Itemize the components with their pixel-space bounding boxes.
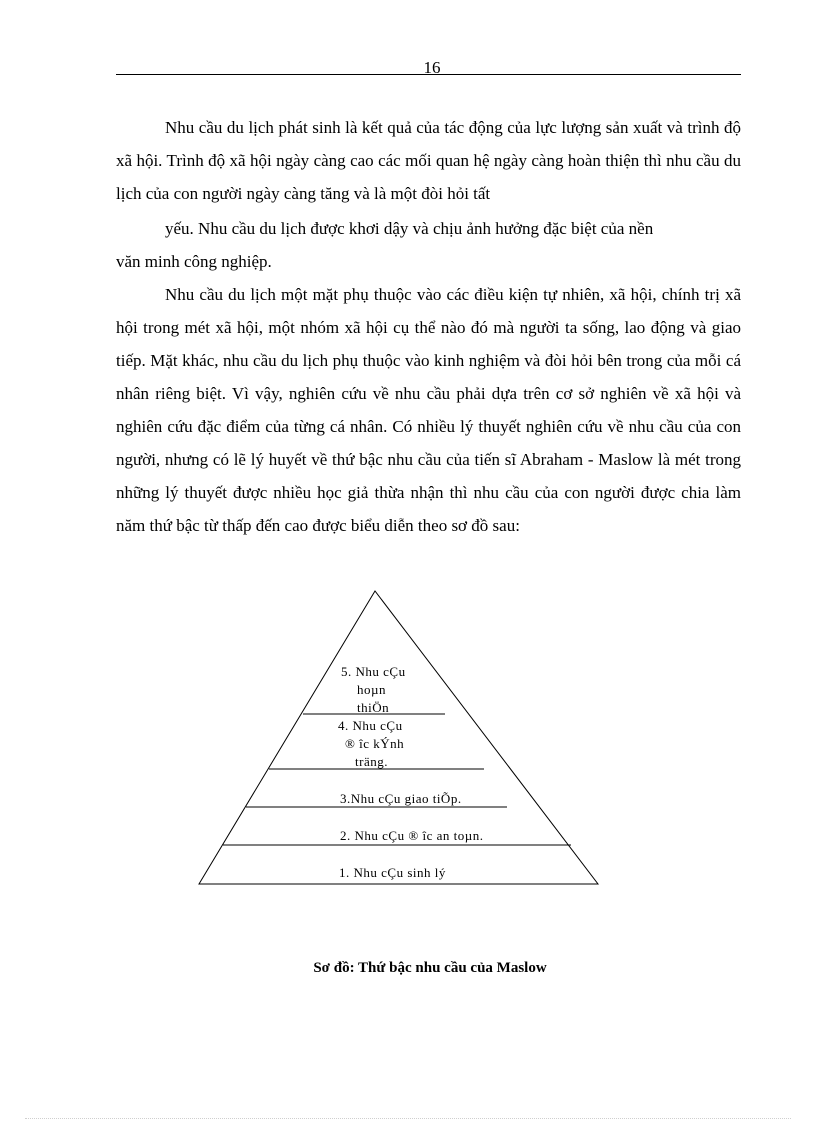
level4-line1: 4. Nhu cÇu <box>338 718 403 733</box>
level4-line2: ® îc kÝnh <box>345 736 405 751</box>
paragraph-3: Nhu cầu du lịch một mặt phụ thuộc vào các điều kiện tự nhiên, xã hội, chính trị xã hội trong mét xã hội, một nhóm xã hội cụ thể nào đó mà người ta sống, lao động và giao tiếp. Mặt khác, nhu cầu du lịch phụ thuộc vào kinh nghiệm và đòi hỏi bên trong của mỗi cá nhân riêng biệt. Vì vậy, nghiên cứu về nhu cầu phải dựa trên cơ sở nghiên về xã hội và nghiên cứu đặc điểm của từng cá nhân. Có nhiều lý thuyết nghiên cứu về nhu cầu của con người, nhưng có lẽ lý huyết về thứ bậc nhu cầu của tiến sĩ Abraham - Maslow là mét trong những lý thuyết được nhiều học giả thừa nhận thì nhu cầu của con người được chia làm năm thứ bậc từ thấp đến cao được biểu diễn theo sơ đồ sau: <box>116 285 741 535</box>
level4-line3: träng. <box>355 754 388 769</box>
page-bottom-border <box>25 1118 791 1119</box>
level2-label: 2. Nhu cÇu ® îc an toµn. <box>340 828 484 843</box>
level3-label: 3.Nhu cÇu giao tiÕp. <box>340 791 462 806</box>
level5-line2: hoµn <box>357 682 386 697</box>
level5-line1: 5. Nhu cÇu <box>341 664 406 679</box>
paragraph-2-line-1: yếu. Nhu cầu du lịch được khơi dậy và chịu ảnh hưởng đặc biệt của nền <box>165 219 654 238</box>
diagram-caption: Sơ đồ: Thứ bậc nhu cầu của Maslow <box>313 960 547 976</box>
level5-line3: thiÖn <box>357 700 390 715</box>
paragraph-1: Nhu cầu du lịch phát sinh là kết quả của tác động của lực lượng sản xuất và trình độ xã hội. Trình độ xã hội ngày càng cao các mối quan hệ ngày càng hoàn thiện thì nhu cầu du lịch của con người ngày càng tăng và là một đòi hỏi tất <box>116 118 741 203</box>
paragraph-2-line-2: văn minh công nghiệp. <box>116 252 272 271</box>
page-number: 16 <box>423 58 441 77</box>
level1-label: 1. Nhu cÇu sinh lý <box>339 865 446 880</box>
